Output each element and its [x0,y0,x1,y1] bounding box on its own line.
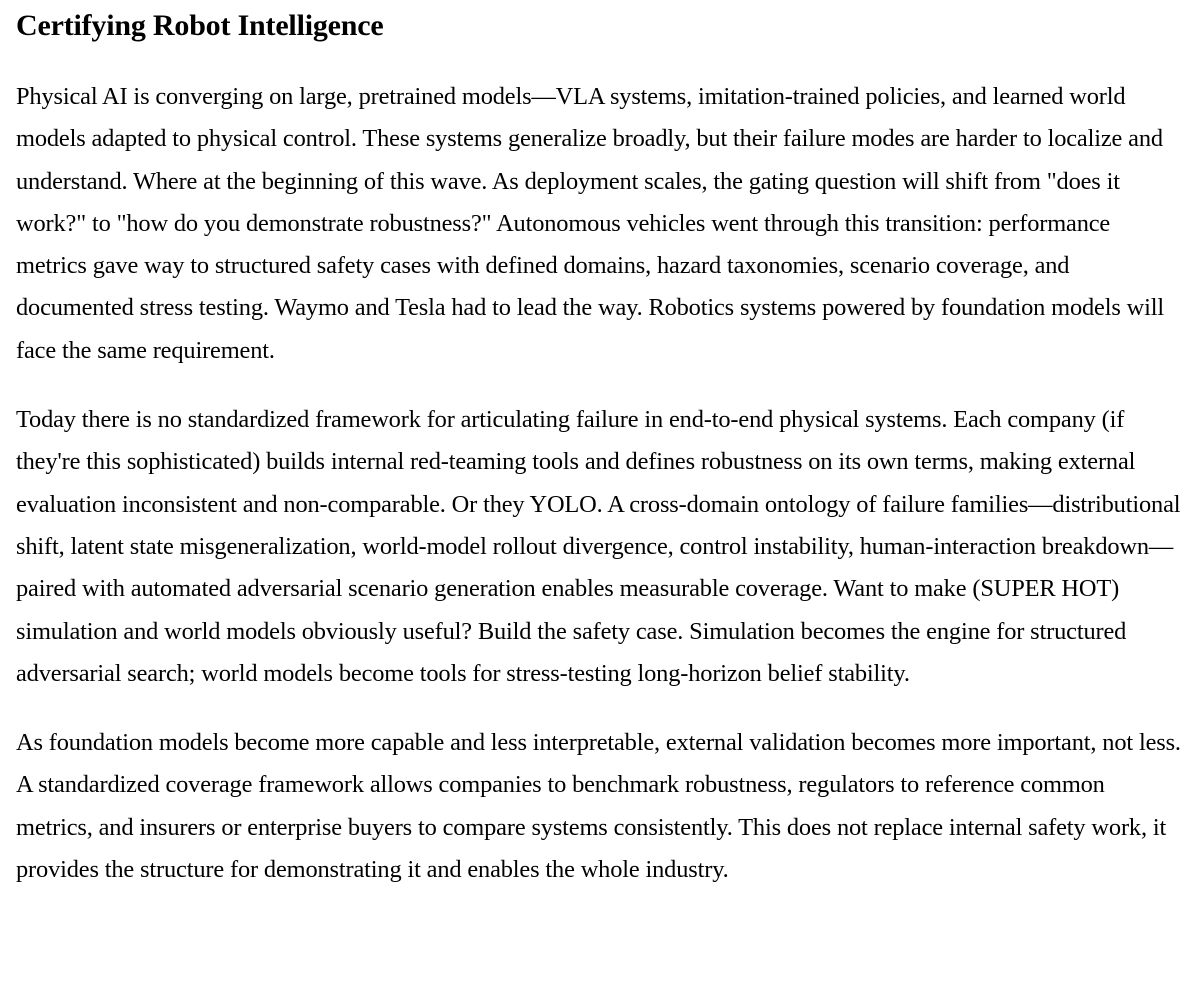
article [16,6,1182,891]
article-paragraph-2: Today there is no standardized framework for articulating failure in end-to-end physical systems. Each company (if they're this sophisticated) builds internal red-teaming tools and defines robustness on its own terms, making external evaluation inconsistent and non-comparable. Or they YOLO. A cross-domain ontology of failure families—distributional shift, latent state misgeneralization, world-model rollout divergence, control instability, human-interaction breakdown—paired with automated adversarial scenario generation enables measurable coverage. Want to make (SUPER HOT) simulation and world models obviously useful? Build the safety case. Simulation becomes the engine for structured adversarial search; world models become tools for stress-testing long-horizon belief stability. [16,406,1181,687]
article-title: Certifying Robot Intelligence [16,9,384,42]
article-paragraph-1: Physical AI is converging on large, pretrained models—VLA systems, imitation-trained policies, and learned world models adapted to physical control. These systems generalize broadly, but their failure modes are harder to localize and understand. Where at the beginning of this wave. As deployment scales, the gating question will shift from "does it work?" to "how do you demonstrate robustness?" Autonomous vehicles went through this transition: performance metrics gave way to structured safety cases with defined domains, hazard taxonomies, scenario coverage, and documented stress testing. Waymo and Tesla had to lead the way. Robotics systems powered by foundation models will face the same requirement. [16,83,1164,364]
article-paragraph-3: As foundation models become more capable and less interpretable, external validation becomes more important, not less. A standardized coverage framework allows companies to benchmark robustness, regulators to reference common metrics, and insurers or enterprise buyers to compare systems consistently. This does not replace internal safety work, it provides the structure for demonstrating it and enables the whole industry. [16,729,1181,884]
